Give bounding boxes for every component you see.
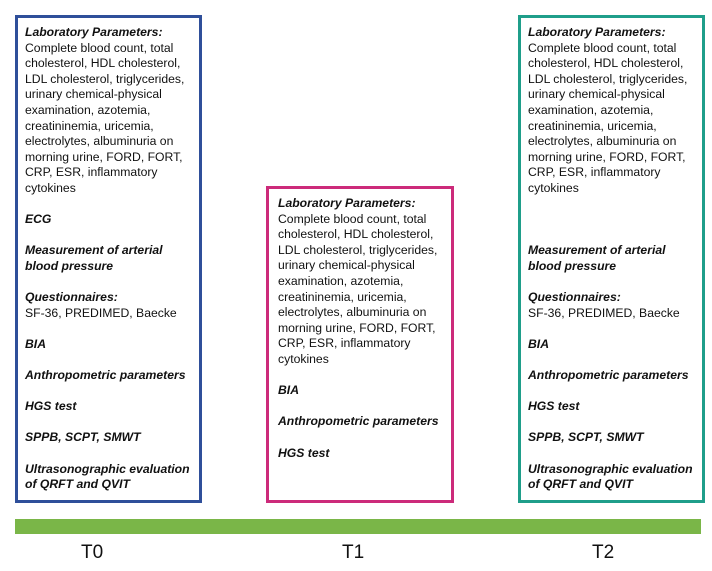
section-title: Laboratory Parameters: [278,196,416,210]
section-title: Ultrasonographic evaluation of QRFT and QVIT [528,461,693,492]
section-title: HGS test [278,445,330,460]
section-title: Questionnaires: [528,290,621,305]
section-title: HGS test [528,399,580,414]
section-body: SF-36, PREDIMED, Baecke [528,305,680,320]
timepoint-box-t0 [15,15,202,503]
section-title: ECG [25,212,52,227]
timeline-bar [15,519,701,534]
timepoint-box-t2 [518,15,705,503]
section [528,462,696,493]
section [25,462,193,493]
timepoint-label-t1: T1 [342,542,365,563]
section-title: Questionnaires: [25,290,118,305]
section [25,243,193,274]
section-title: Ultrasonographic evaluation of QRFT and QVIT [25,461,190,492]
section-title: Measurement of arterial blood pressure [25,243,163,273]
timepoint-box-t1 [266,186,454,503]
section [528,25,696,197]
section [528,243,696,274]
section-title: Anthropometric parameters [528,368,689,383]
section [528,399,696,415]
section [25,337,193,353]
timepoint-label-t2: T2 [592,542,615,563]
section-body: Complete blood count, total cholesterol, HDL cholesterol, LDL cholesterol, triglycerides, urinary chemical-physical examination, azotemia, creatininemia, uricemia, electrolytes, albuminuria on morning urine, FORD, FORT, CRP, ESR, inflammatory cytokines [25,40,185,195]
section-title: Laboratory Parameters: [528,25,666,39]
section-title: BIA [278,383,299,398]
section [278,446,445,462]
section [528,290,696,321]
section [25,212,193,228]
section-title: Measurement of arterial blood pressure [528,243,666,273]
section [528,212,696,228]
section-title: SPPB, SCPT, SMWT [25,430,141,445]
section [25,430,193,446]
section-body: Complete blood count, total cholesterol, HDL cholesterol, LDL cholesterol, triglycerides, urinary chemical-physical examination, azotemia, creatininemia, uricemia, electrolytes, albuminuria on morning urine, FORD, FORT, CRP, ESR, inflammatory cytokines [528,40,688,195]
section [25,25,193,197]
section [25,368,193,384]
section [25,399,193,415]
section-title: BIA [528,336,549,351]
section-title: Anthropometric parameters [278,414,439,429]
timepoint-label-t0: T0 [81,542,104,563]
section [278,196,445,368]
section-title: Anthropometric parameters [25,368,186,383]
section [25,290,193,321]
section [528,337,696,353]
section-title: BIA [25,336,46,351]
section-body: Complete blood count, total cholesterol, HDL cholesterol, LDL cholesterol, triglycerides, urinary chemical-physical examination, azotemia, creatininemia, uricemia, electrolytes, albuminuria on morning urine, FORD, FORT, CRP, ESR, inflammatory cytokines [278,211,438,366]
section-title: SPPB, SCPT, SMWT [528,430,644,445]
section [278,383,445,399]
section-title: HGS test [25,399,77,414]
section [528,430,696,446]
section-body: SF-36, PREDIMED, Baecke [25,305,177,320]
section [528,368,696,384]
section-title: Laboratory Parameters: [25,25,163,39]
section [278,414,445,430]
